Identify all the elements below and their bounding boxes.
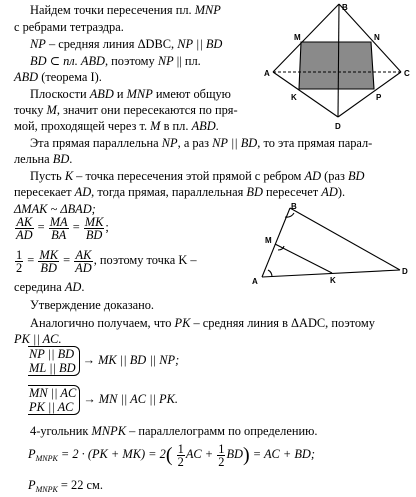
t: , значит они пересекаются по пря-	[56, 103, 238, 117]
t: NP	[161, 136, 178, 150]
fig2-label-M: M	[265, 236, 272, 245]
text-line-3	[30, 37, 222, 51]
proportion-line-1: $\frac{AK}{AD}$ = $\frac{MA}{BA}$ = $\frac{MK}{BD}$ ;	[16, 214, 109, 242]
text-line-22	[30, 424, 317, 438]
t: (раз	[321, 169, 348, 183]
t: – точка пересечения этой прямой с ребром	[73, 169, 305, 183]
t: PK || AC.	[14, 332, 62, 346]
t: , поэтому точка K –	[93, 253, 197, 267]
t: ML || BD	[29, 361, 76, 375]
t: AK	[75, 247, 92, 262]
t: .	[69, 152, 73, 166]
t: NP || BD	[177, 37, 223, 51]
t: NP	[157, 54, 174, 68]
text-line-8	[14, 119, 219, 133]
t: 1	[218, 441, 225, 456]
text-line-11	[30, 169, 364, 183]
t: BD	[85, 227, 103, 242]
system-1	[28, 346, 179, 376]
frac	[217, 443, 225, 468]
t: BD ⊂ пл. ABD	[30, 54, 105, 68]
t: середина	[14, 280, 65, 294]
t: = AC + BD;	[249, 447, 316, 461]
t: AK	[16, 214, 33, 229]
fig1-label-N: N	[374, 33, 380, 42]
t: BA	[51, 227, 67, 242]
t: 1	[177, 441, 184, 456]
t: Плоскости	[30, 87, 87, 101]
t: – параллелограмм по определению.	[125, 424, 318, 438]
text-line-16	[14, 280, 85, 294]
t: K	[64, 169, 74, 183]
t: 4-угольник	[30, 424, 92, 438]
triangle-figure	[250, 200, 416, 285]
t: с ребрами тетраэдра.	[14, 20, 124, 34]
t: Найдем точки пересечения пл.	[30, 3, 192, 17]
text-line-1	[30, 3, 221, 17]
fig1-label-D: D	[335, 122, 341, 131]
t: (теорема I).	[38, 70, 102, 84]
brace	[28, 385, 80, 415]
t: MNPK	[91, 424, 126, 438]
t: BD	[226, 447, 243, 461]
t: – средняя линия ΔDBC,	[45, 37, 178, 51]
t: ABD	[89, 87, 114, 101]
t: Утверждение доказано.	[30, 298, 155, 312]
t: 2	[177, 454, 184, 469]
t: пересечет	[262, 185, 322, 199]
t: AD	[64, 280, 82, 294]
t: имеют общую	[152, 87, 231, 101]
text-line-2	[14, 20, 124, 34]
t: NP || BD	[29, 347, 75, 361]
t: и	[113, 87, 127, 101]
system-2	[28, 385, 178, 415]
perimeter-formula: $P_{MNPK} = 2 \cdot (PK + MK) = 2$( $\frac{1}{2}$ AC + $\frac{1}{2}$ BD) = AC + BD;	[28, 441, 316, 469]
frac	[84, 216, 105, 241]
fig2-label-B: B	[291, 202, 297, 211]
t: 2	[218, 454, 225, 469]
t: Пусть	[30, 169, 65, 183]
text-line-9	[30, 136, 372, 150]
t: M	[150, 119, 161, 133]
t: = 22 см.	[57, 478, 103, 492]
fig2-label-D: D	[402, 267, 408, 276]
t: NP	[30, 37, 46, 51]
t: M	[46, 103, 57, 117]
perimeter-result	[28, 478, 103, 497]
t: BD	[40, 260, 57, 275]
t: BD	[52, 152, 70, 166]
t: 2	[16, 260, 23, 275]
t: BD	[347, 169, 365, 183]
frac	[74, 249, 93, 274]
t: пересекает	[14, 185, 75, 199]
t: → MK || BD || NP;	[82, 352, 180, 367]
t: точку	[14, 103, 47, 117]
frac	[15, 216, 34, 241]
text-line-10	[14, 152, 72, 166]
t: .	[81, 280, 85, 294]
t: .	[215, 119, 219, 133]
t: MN || AC	[29, 386, 77, 400]
t: || пл.	[173, 54, 201, 68]
text-line-5	[14, 70, 102, 84]
t: AD	[16, 227, 33, 242]
t: MNP	[194, 3, 221, 17]
text-line-6	[30, 87, 231, 101]
text-line-12	[14, 185, 345, 199]
tetrahedron-figure	[258, 0, 416, 140]
t: Аналогично получаем, что	[30, 316, 175, 330]
fig1-label-C: C	[404, 69, 410, 78]
t: ABD	[191, 119, 216, 133]
t: ABD	[14, 70, 39, 84]
t: ).	[337, 185, 346, 199]
t: MNPK	[35, 454, 58, 463]
t: , поэтому	[104, 54, 158, 68]
t: , то эта прямая парал-	[257, 136, 373, 150]
text-line-4	[30, 54, 201, 68]
fig1-label-M: M	[294, 33, 301, 42]
fig1-label-B: B	[342, 3, 348, 12]
fig2-label-K: K	[330, 276, 336, 285]
t: AD	[75, 260, 92, 275]
t: PK	[174, 316, 191, 330]
t: MK	[84, 214, 104, 229]
t: MNPK	[35, 485, 58, 494]
t: , тогда прямая, параллельная	[91, 185, 247, 199]
t: P	[28, 478, 36, 492]
t: лельна	[14, 152, 53, 166]
text-line-7	[14, 103, 238, 117]
t: PK || AC	[29, 400, 74, 414]
t: Эта прямая параллельна	[30, 136, 162, 150]
fig2-label-A: A	[252, 277, 258, 285]
t: NP || BD	[212, 136, 258, 150]
text-line-17	[30, 298, 154, 312]
t: → MN || AC || PK.	[83, 391, 178, 406]
t: 1	[16, 247, 23, 262]
t: AD	[74, 185, 92, 199]
t: в пл.	[160, 119, 192, 133]
t: мой, проходящей через т.	[14, 119, 151, 133]
fig1-label-K: K	[291, 93, 297, 102]
frac	[15, 249, 23, 274]
text-line-19	[14, 332, 62, 346]
frac	[38, 249, 59, 274]
t: = 2 · (PK + MK) = 2	[57, 447, 166, 461]
t: , а раз	[177, 136, 213, 150]
fig1-label-A: A	[264, 69, 270, 78]
t: MA	[49, 214, 68, 229]
section-fill	[299, 42, 374, 89]
t: AD	[321, 185, 338, 199]
t: MK	[39, 247, 58, 262]
brace	[28, 346, 80, 376]
t: ΔMAK ~ ΔBAD;	[14, 202, 96, 216]
t: P	[28, 447, 36, 461]
t: MNP	[126, 87, 153, 101]
proportion-line-2: $\frac{1}{2}$ = $\frac{MK}{BD}$ = $\frac{AK}{AD}$ , поэтому точка K –	[16, 247, 197, 275]
text-line-18	[30, 316, 375, 330]
frac	[49, 216, 69, 241]
t: BD	[246, 185, 263, 199]
t: AD	[304, 169, 322, 183]
fig1-label-P: P	[376, 93, 382, 102]
t: – средняя линия в ΔADC, поэтому	[190, 316, 375, 330]
t: AC +	[185, 447, 214, 461]
frac	[177, 443, 185, 468]
